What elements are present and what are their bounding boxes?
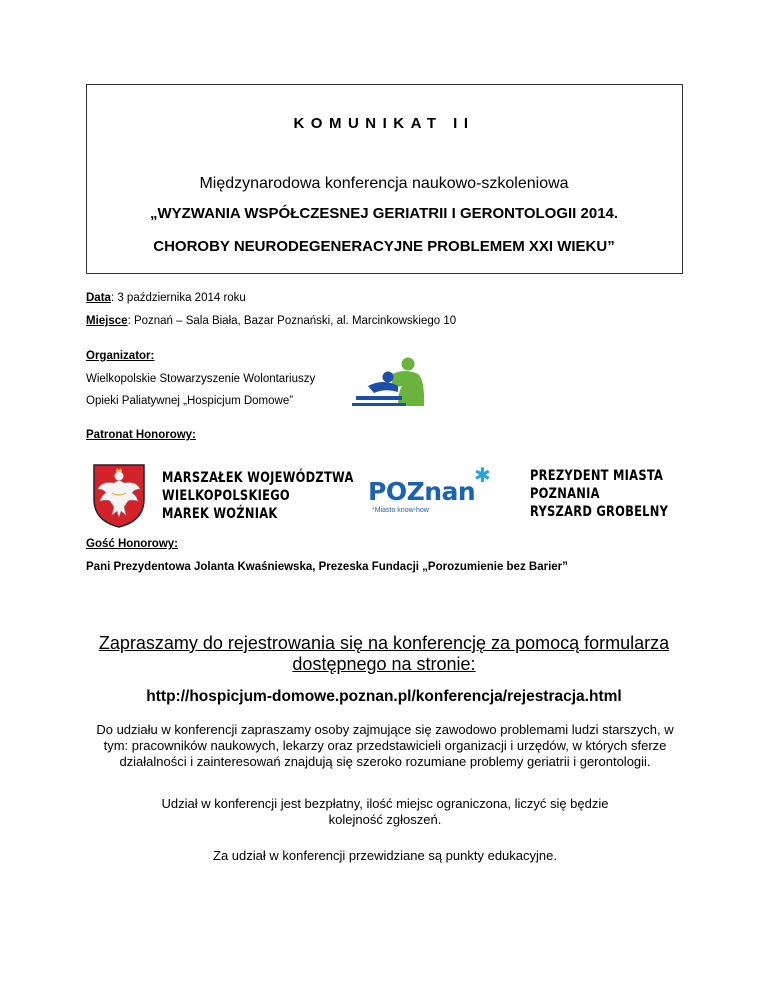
- organizer-label: Organizator:: [86, 350, 155, 362]
- place-label: Miejsce: [86, 315, 128, 327]
- poznan-tagline-text: Miasto know-how: [374, 507, 429, 514]
- mayor-line2: POZNANIA: [530, 486, 600, 502]
- mayor-line1: PREZYDENT MIASTA: [530, 468, 664, 484]
- poznan-logo-text: POZnan: [368, 477, 476, 506]
- education-points-paragraph: Za udział w konferencji przewidziane są punkty edukacyjne.: [213, 848, 557, 863]
- place-value: : Poznań – Sala Biała, Bazar Poznański, al. Marcinkowskiego 10: [127, 315, 457, 327]
- patronage-label: Patronat Honorowy:: [86, 429, 196, 441]
- komunikat-heading: KOMUNIKAT II: [293, 115, 475, 132]
- poznan-tagline: *Miasto know-how: [372, 507, 429, 514]
- date-label: Data: [86, 292, 111, 304]
- registration-link[interactable]: http://hospicjum-domowe.poznan.pl/konferencja/rejestracja.html: [146, 688, 622, 705]
- conference-title-line2: CHOROBY NEURODEGENERACYJNE PROBLEMEM XXI WIEKU”: [153, 238, 615, 255]
- organizer-line1: Wielkopolskie Stowarzyszenie Wolontariuszy: [86, 373, 316, 385]
- conference-subtitle: Międzynarodowa konferencja naukowo-szkoleniowa: [199, 175, 569, 192]
- marshal-text: [162, 469, 354, 523]
- marshal-line3: MAREK WOŹNIAK: [162, 506, 278, 522]
- participants-paragraph: Do udziału w konferencji zapraszamy osoby zajmujące się zawodowo problemami ludzi starszych, w tym: pracowników naukowych, lekarzy oraz przedstawicieli organizacji i urzędów, w których sferze działalności i zainteresowań znajdują się szeroko rozumiane problemy geriatrii i gerontologii.: [96, 722, 674, 769]
- wielkopolska-crest-icon: [92, 463, 146, 529]
- mayor-text: [530, 467, 668, 521]
- registration-invite: Zapraszamy do rejestrowania się na konferencję za pomocą formularza dostępnego na stronie:: [98, 633, 670, 674]
- guest-label: Gość Honorowy:: [86, 538, 179, 550]
- conference-title-line1: „WYZWANIA WSPÓŁCZESNEJ GERIATRII I GERONTOLOGII 2014.: [149, 205, 619, 222]
- mayor-line3: RYSZARD GROBELNY: [530, 504, 669, 520]
- hospice-logo-icon: [348, 356, 428, 408]
- marshal-line2: WIELKOPOLSKIEGO: [162, 488, 290, 504]
- poznan-star-icon: ✱: [474, 465, 491, 487]
- place-line: [86, 315, 456, 327]
- date-line: [86, 292, 246, 304]
- free-participation-paragraph: Udział w konferencji jest bezpłatny, ilość miejsc ograniczona, liczyć się będzie kolejność zgłoszeń.: [161, 796, 609, 827]
- guest-text: Pani Prezydentowa Jolanta Kwaśniewska, Prezeska Fundacji „Porozumienie bez Barier”: [86, 561, 568, 573]
- date-value: : 3 października 2014 roku: [110, 292, 246, 304]
- marshal-line1: MARSZAŁEK WOJEWÓDZTWA: [162, 470, 354, 486]
- organizer-line2: Opieki Paliatywnej „Hospicjum Domowe”: [86, 395, 294, 407]
